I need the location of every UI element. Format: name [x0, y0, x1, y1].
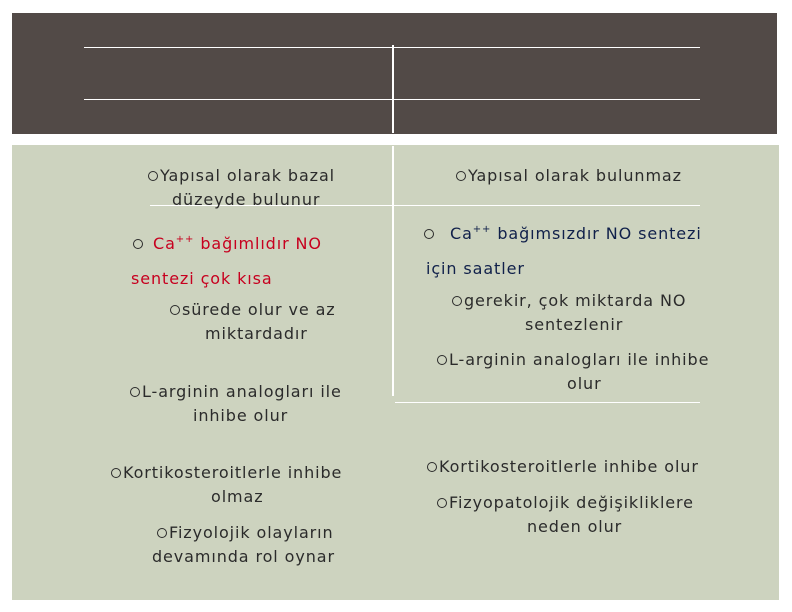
right-item-2: Ca++ bağımsızdır NO sentezi [424, 218, 702, 246]
left-item-5-cont: olmaz [211, 487, 264, 506]
right-item-3-cont: sentezlenir [525, 315, 624, 334]
comparison-panel [12, 145, 779, 600]
left-item-6: Fizyolojik olayların [157, 521, 334, 545]
left-item-4: L-arginin analogları ile [130, 380, 342, 404]
left-item-6-cont: devamında rol oynar [152, 547, 335, 566]
right-item-3: gerekir, çok miktarda NO [452, 289, 686, 313]
left-item-3: sürede olur ve az [170, 298, 336, 322]
bullet-icon [148, 171, 158, 181]
left-item-4-cont: inhibe olur [193, 406, 289, 425]
right-item-4: L-arginin analogları ile inhibe [437, 348, 709, 372]
left-item-1-cont: düzeyde bulunur [172, 190, 321, 209]
row-divider-2 [395, 402, 700, 403]
right-item-4-cont: olur [567, 374, 602, 393]
table-header [12, 13, 777, 134]
bullet-icon [111, 468, 121, 478]
left-item-2: Ca++ bağımlıdır NO [133, 228, 322, 256]
bullet-icon [133, 239, 143, 249]
bullet-icon [427, 462, 437, 472]
right-item-6-cont: neden olur [527, 517, 623, 536]
bullet-icon [170, 305, 180, 315]
bullet-icon [157, 528, 167, 538]
column-divider [392, 146, 394, 396]
left-item-5: Kortikosteroitlerle inhibe [111, 461, 342, 485]
right-item-5: Kortikosteroitlerle inhibe olur [427, 455, 699, 479]
right-item-1: Yapısal olarak bulunmaz [456, 164, 682, 188]
bullet-icon [424, 229, 434, 239]
left-item-2-cont: sentezi çok kısa [131, 269, 273, 288]
right-item-6: Fizyopatolojik değişikliklere [437, 491, 694, 515]
bullet-icon [437, 355, 447, 365]
bullet-icon [456, 171, 466, 181]
left-item-1: Yapısal olarak bazal [148, 164, 335, 188]
left-item-3-cont: miktardadır [205, 324, 308, 343]
bullet-icon [437, 498, 447, 508]
right-item-2-cont: için saatler [426, 259, 525, 278]
header-column-divider [392, 45, 394, 133]
bullet-icon [130, 387, 140, 397]
bullet-icon [452, 296, 462, 306]
